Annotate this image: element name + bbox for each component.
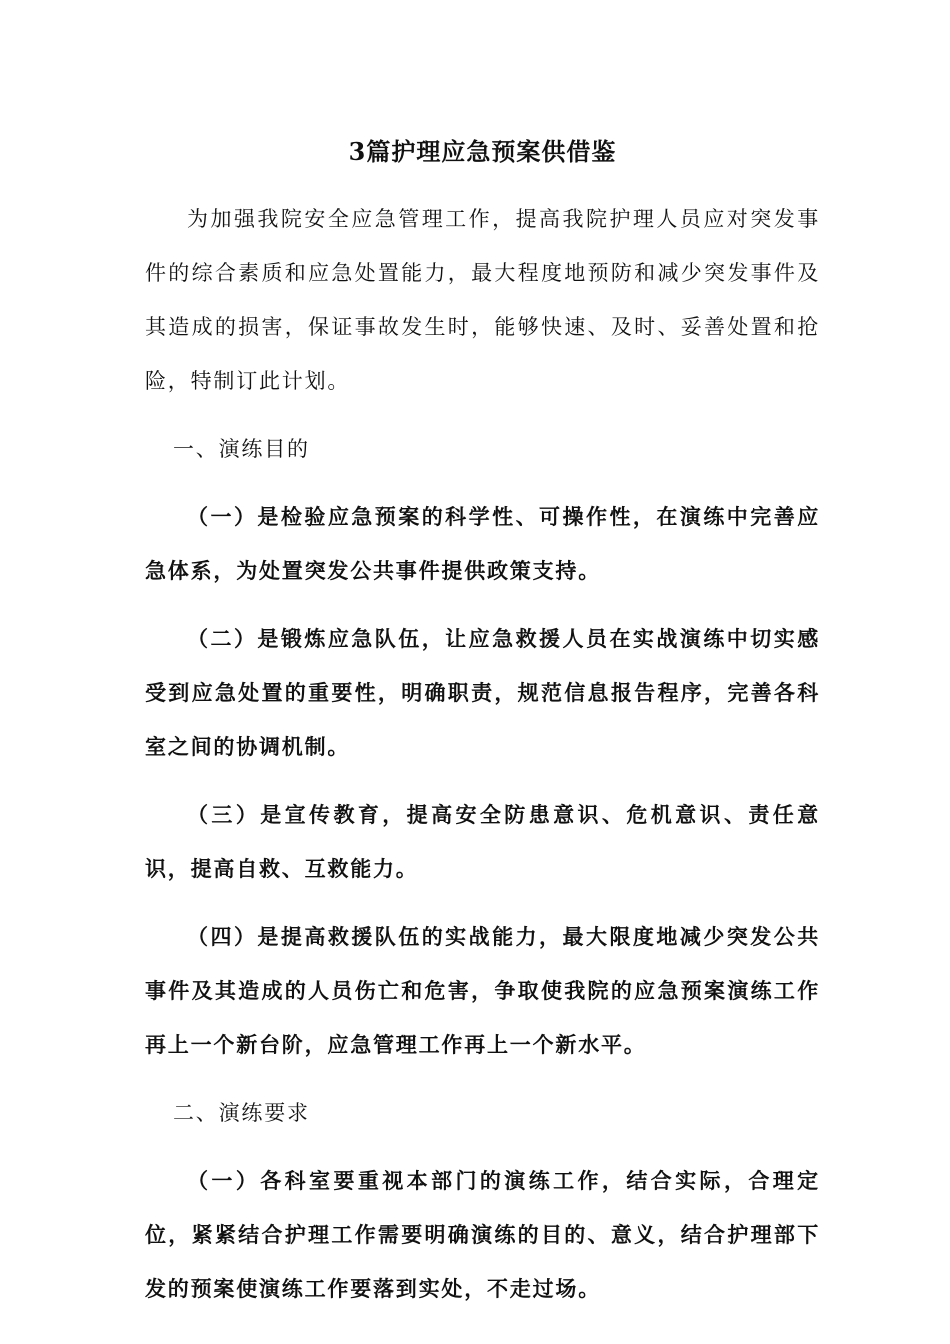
spacer — [145, 408, 820, 422]
spacer — [145, 1140, 820, 1154]
purpose-item-4: （四）是提高救援队伍的实战能力，最大限度地减少突发公共事件及其造成的人员伤亡和危害，争取使我院的应急预案演练工作再上一个新台阶，应急管理工作再上一个新水平。 — [145, 924, 820, 1057]
section-heading-requirements: 二、演练要求 — [173, 1101, 310, 1125]
spacer — [145, 598, 820, 612]
purpose-item-3: （三）是宣传教育，提高安全防患意识、危机意识、责任意识，提高自救、互救能力。 — [145, 802, 820, 881]
spacer — [145, 1072, 820, 1086]
section-heading-purpose: 一、演练目的 — [173, 437, 310, 461]
document-title: 3篇护理应急预案供借鉴 — [348, 137, 617, 166]
purpose-item-1: （一）是检验应急预案的科学性、可操作性，在演练中完善应急体系，为处置突发公共事件提供政策支持。 — [145, 504, 820, 583]
spacer — [145, 774, 820, 788]
document-page — [145, 132, 820, 1316]
purpose-item-2: （二）是锻炼应急队伍，让应急救援人员在实战演练中切实感受到应急处置的重要性，明确职责，规范信息报告程序，完善各科室之间的协调机制。 — [145, 626, 820, 759]
spacer — [145, 476, 820, 490]
spacer — [145, 896, 820, 910]
requirement-item-1: （一）各科室要重视本部门的演练工作，结合实际，合理定位，紧紧结合护理工作需要明确演练的目的、意义，结合护理部下发的预案使演练工作要落到实处，不走过场。 — [145, 1168, 820, 1301]
intro-paragraph: 为加强我院安全应急管理工作，提高我院护理人员应对突发事件的综合素质和应急处置能力，最大程度地预防和减少突发事件及其造成的损害，保证事故发生时，能够快速、及时、妥善处置和抢险，特制订此计划。 — [145, 207, 820, 393]
